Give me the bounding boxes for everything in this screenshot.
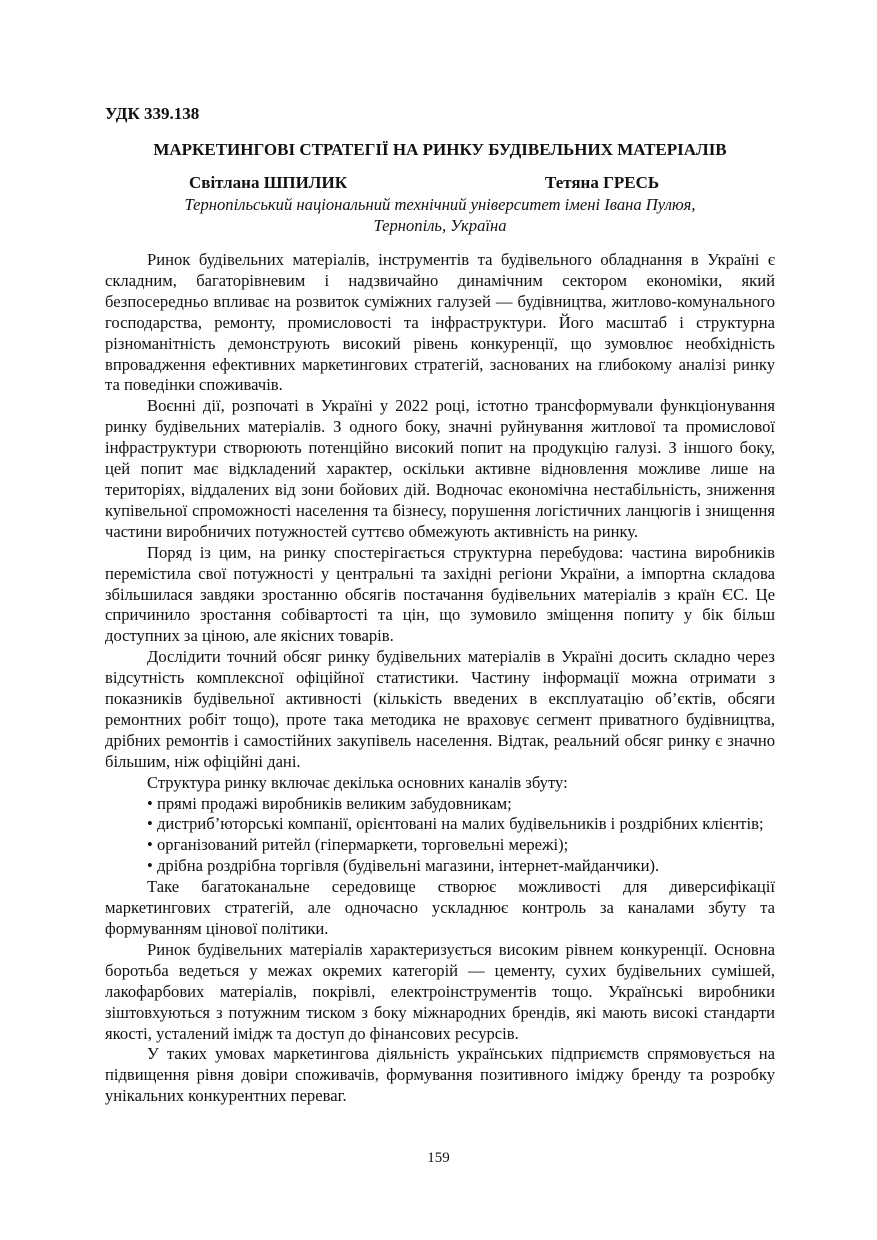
paper-page — [105, 103, 775, 1107]
authors — [105, 173, 775, 194]
bullet-item: • прямі продажі виробників великим забудовникам; — [147, 793, 512, 813]
page-number: 159 — [427, 1150, 450, 1166]
author-name: Тетяна ГРЕСЬ — [545, 173, 660, 192]
paragraph: Ринок будівельних матеріалів, інструментів та будівельного обладнання в Україні є складним, багаторівневим і надзвичайно динамічним сектором економіки, який безпосередньо впливає на розвиток суміжних галузей — будівництва, житлово-комунального господарства, ремонту, промисловості та інфраструктури. Його масштаб і структурна різноманітність демонструють високий рівень конкуренції, що зумовлює необхідність впровадження ефективних маркетингових стратегій, заснованих на глибокому аналізі ринку та поведінки споживачів. — [105, 250, 775, 395]
paper-body — [105, 250, 775, 1107]
affiliation: Тернопільський національний технічний університет імені Івана Пулюя, — [184, 195, 696, 214]
udk-code: УДК 339.138 — [105, 104, 200, 123]
paragraph: Таке багатоканальне середовище створює можливості для диверсифікації маркетингових стратегій, але одночасно ускладнює контроль за каналами збуту та формуванням цінової політики. — [105, 877, 775, 938]
bullet-item: • дрібна роздрібна торгівля (будівельні магазини, інтернет-майданчики). — [147, 856, 660, 876]
bullet-item: • дистриб’юторські компанії, орієнтовані на малих будівельників і роздрібних клієнтів; — [147, 814, 764, 834]
paragraph: Дослідити точний обсяг ринку будівельних матеріалів в Україні досить складно через відсутність комплексної офіційної статистики. Частину інформації можна отримати з показників будівельної активності (кількість введених в експлуатацію об’єктів, обсяги ремонтних робіт тощо), проте така методика не враховує сегмент приватного будівництва, дрібних ремонтів і самостійних закупівель населення. Відтак, реальний обсяг ринку є значно більшим, ніж офіційні дані. — [105, 647, 775, 771]
author-name: Світлана ШПИЛИК — [189, 173, 348, 192]
paragraph: У таких умовах маркетингова діяльність українських підприємств спрямовується на підвищення рівня довіри споживачів, формування позитивного іміджу бренду та розробку унікальних конкурентних переваг. — [105, 1044, 775, 1106]
bullet-item: • організований ритейл (гіпермаркети, торговельні мережі); — [147, 835, 569, 855]
paragraph: Поряд із цим, на ринку спостерігається структурна перебудова: частина виробників перемістила свої потужності у центральні та західні регіони України, а імпортна складова збільшилася завдяки зростанню обсягів постачання будівельних матеріалів з країн ЄС. Це спричинило зростання собівартості та цін, що зумовило зміщення попиту у бік більш доступних за ціною, але якісних товарів. — [105, 542, 775, 646]
affiliation-city: Тернопіль, Україна — [373, 216, 507, 235]
paragraph: Структура ринку включає декілька основних каналів збуту: — [147, 772, 568, 792]
paragraph: Воєнні дії, розпочаті в Україні у 2022 році, істотно трансформували функціонування ринку будівельних матеріалів. З одного боку, значні руйнування житлової та промислової інфраструктури створюють потенційно високий попит на продукцію галузі. З іншого боку, цей попит має відкладений характер, оскільки активне відновлення можливе лише на територіях, віддалених від зони бойових дій. Водночас економічна нестабільність, зниження купівельної спроможності населення та бізнесу, порушення логістичних ланцюгів і знищення частини виробничих потужностей суттєво обмежують активність на ринку. — [105, 396, 775, 541]
paragraph: Ринок будівельних матеріалів характеризується високим рівнем конкуренції. Основна боротьба ведеться у межах окремих категорій — цементу, сухих будівельних сумішей, лакофарбових матеріалів, покрівлі, електроінструментів тощо. Українські виробники зіштовхуються з потужним тиском з боку міжнародних брендів, які мають високі стандарти якості, усталений імідж та доступ до фінансових ресурсів. — [105, 939, 775, 1043]
paper-title: МАРКЕТИНГОВІ СТРАТЕГІЇ НА РИНКУ БУДІВЕЛЬНИХ МАТЕРІАЛІВ — [153, 140, 727, 159]
